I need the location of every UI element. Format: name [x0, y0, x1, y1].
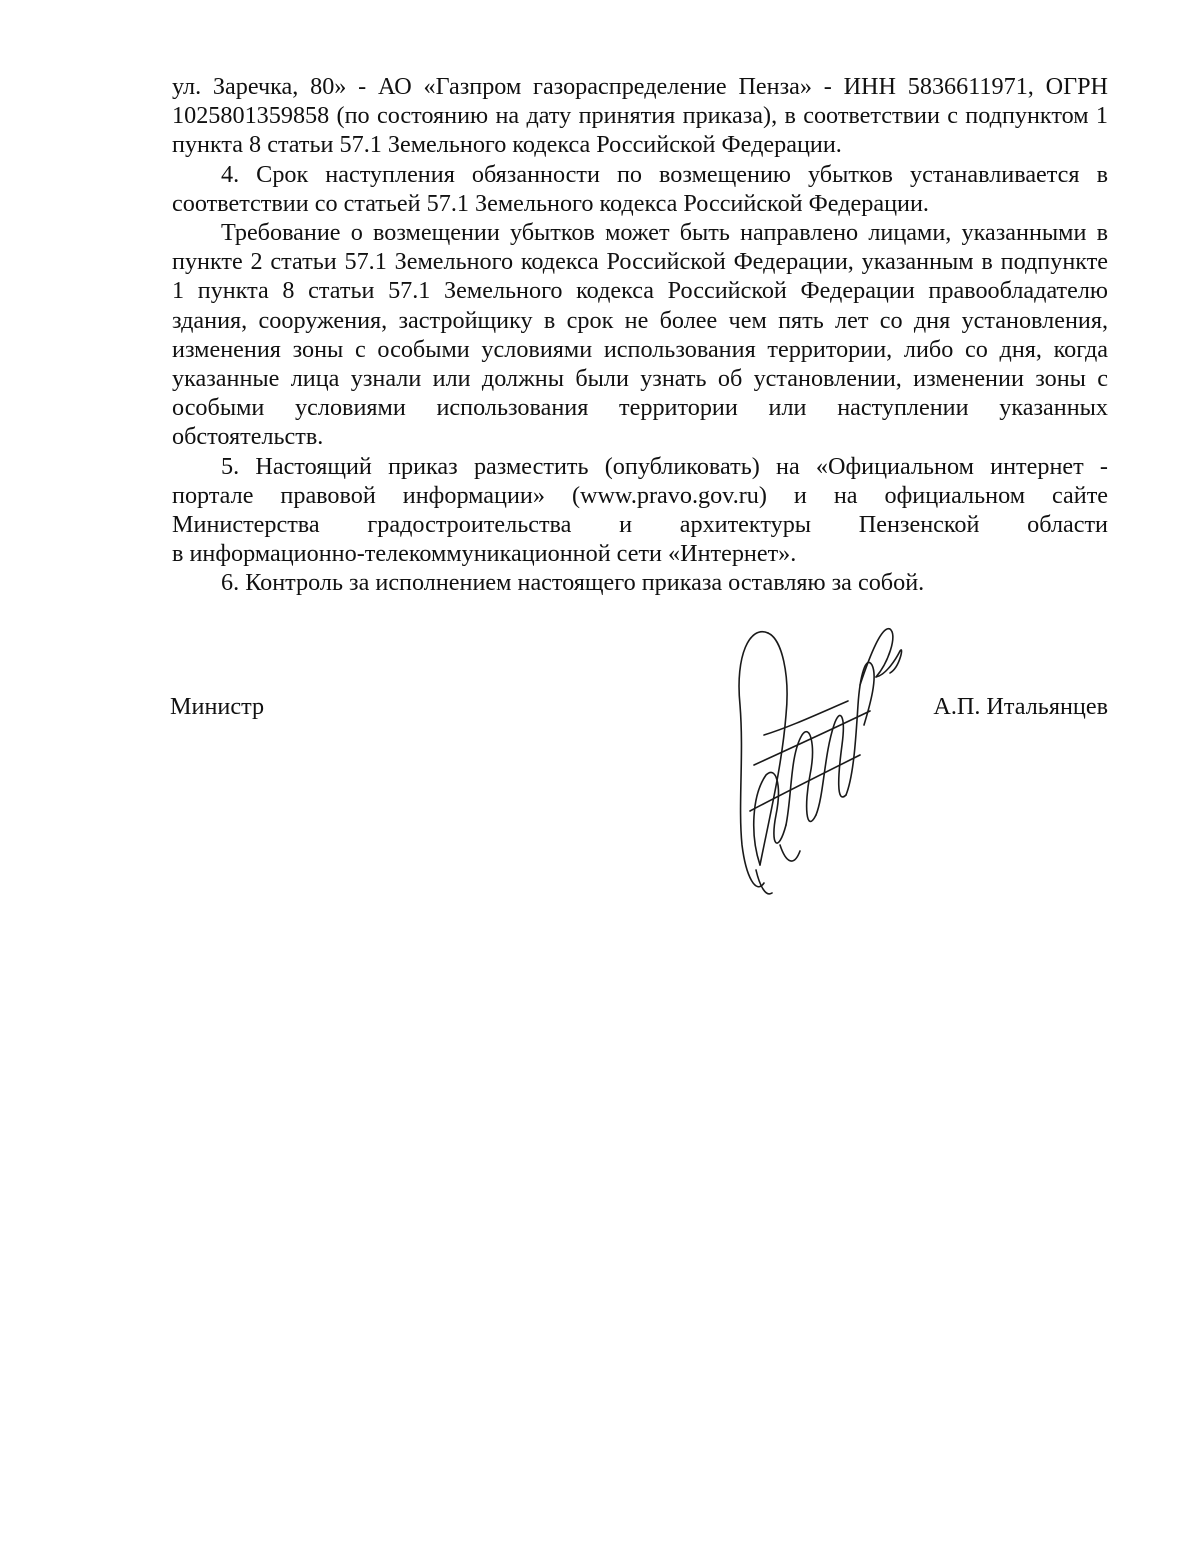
- paragraph-item-5-end: в информационно-телекоммуникационной сети «Интернет».: [172, 540, 797, 568]
- paragraph-item-6: 6. Контроль за исполнением настоящего приказа оставляю за собой.: [221, 569, 925, 597]
- paragraph-item-4: 4. Срок наступления обязанности по возмещению убытков устанавливается в соответствии со статьей 57.1 Земельного кодекса Российской Федерации.: [172, 160, 1108, 217]
- signer-position: Министр: [170, 693, 265, 720]
- signer-name: А.П. Итальянцев: [933, 693, 1108, 720]
- handwritten-signature-icon: [720, 615, 910, 905]
- paragraph-continuation: ул. Заречка, 80» - АО «Газпром газораспределение Пенза» - ИНН 5836611971, ОГРН 1025801359858 (по состоянию на дату принятия приказа), в соответствии с подпунктом 1 пункта 8 статьи 57.1 Земельного кодекса Российской Федерации.: [172, 73, 1108, 159]
- paragraph-damages-claim: Требование о возмещении убытков может быть направлено лицами, указанными в пункте 2 статьи 57.1 Земельного кодекса Российской Федерации, указанным в подпункте 1 пункта 8 статьи 57.1 Земельного кодекса Российской Федерации правообладателю здания, сооружения, застройщику в срок не более чем пять лет со дня установления, изменения зоны с особыми условиями использования территории, либо со дня, когда указанные лица узнали или должны были узнать об установлении, изменении зоны с особыми условиями использования территории или наступлении указанных обстоятельств.: [172, 219, 1108, 451]
- document-body: [172, 72, 1108, 598]
- paragraph-item-5: 5. Настоящий приказ разместить (опубликовать) на «Официальном интернет - портале правовой информации» (www.pravo.gov.ru) и на официальном сайте Министерства градостроительства и архитектуры Пензенской области: [172, 452, 1108, 539]
